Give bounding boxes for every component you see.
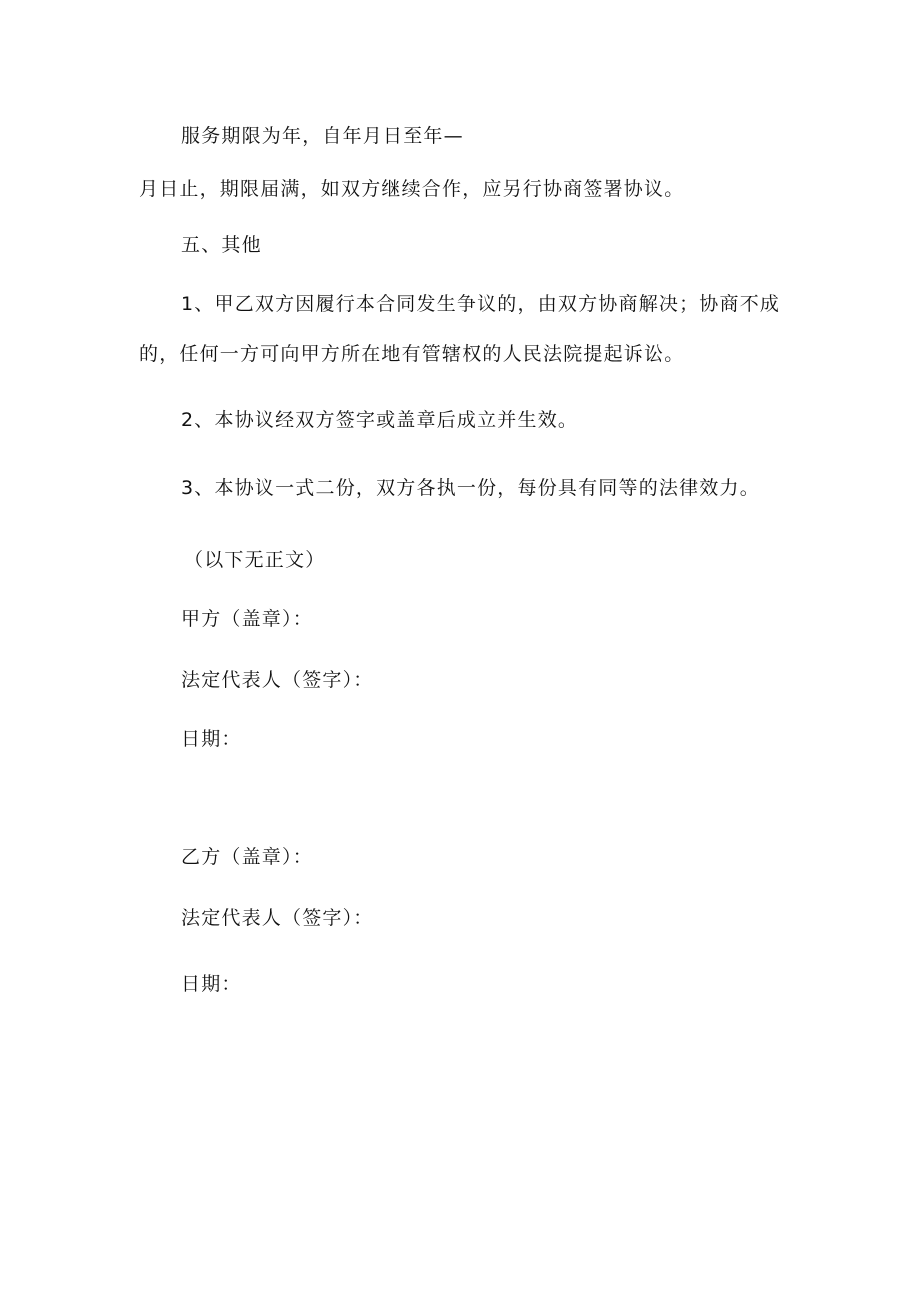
section-five-heading: 五、其他 [181, 234, 262, 256]
party-a-legal-rep-label: 法定代表人（签字）： [181, 669, 374, 691]
term-line-1: 服务期限为年，自年月日至年— [181, 125, 464, 147]
party-b-legal-rep-label: 法定代表人（签字）： [181, 907, 374, 929]
party-b-date-label: 日期： [181, 973, 242, 995]
clause-2: 2、本协议经双方签字或盖章后成立并生效。 [181, 409, 579, 431]
clause-3: 3、本协议一式二份，双方各执一份，每份具有同等的法律效力。 [181, 477, 760, 499]
party-a-date-label: 日期： [181, 728, 242, 750]
party-b-seal-label: 乙方（盖章）： [181, 846, 313, 868]
clause-1-line-1: 1、甲乙双方因履行本合同发生争议的，由双方协商解决；协商不成 [181, 293, 781, 315]
party-a-seal-label: 甲方（盖章）： [181, 608, 313, 630]
clause-1-line-2: 的，任何一方可向甲方所在地有管辖权的人民法院提起诉讼。 [139, 343, 685, 365]
no-text-below-note: （以下无正文） [184, 549, 326, 571]
term-line-2: 月日止，期限届满，如双方继续合作，应另行协商签署协议。 [139, 178, 685, 200]
